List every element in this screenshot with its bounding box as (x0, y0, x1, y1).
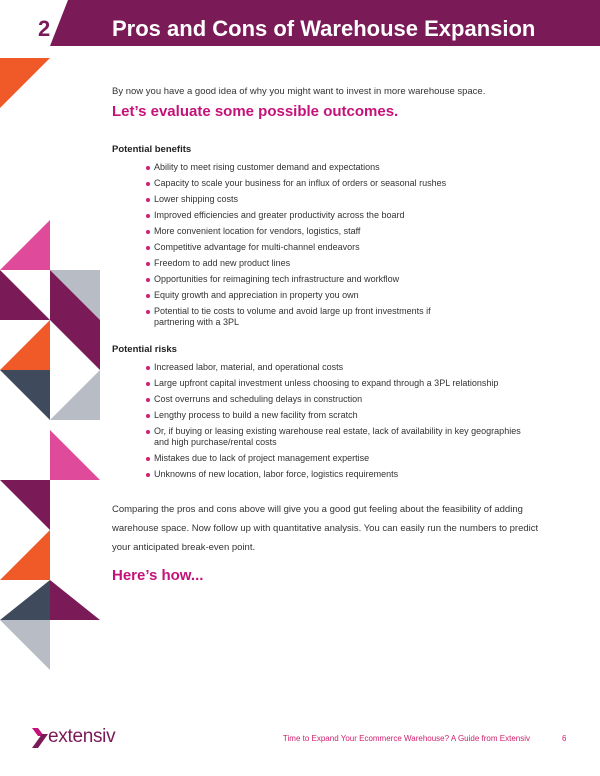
list-item: Capacity to scale your business for an influx of orders or seasonal rushes (148, 178, 552, 189)
bullet-dot-icon (146, 294, 150, 298)
list-item: Mistakes due to lack of project management expertise (148, 453, 552, 464)
chapter-number: 2 (38, 16, 51, 41)
list-item: Lower shipping costs (148, 194, 552, 205)
bullet-dot-icon (146, 182, 150, 186)
deco-triangle-orange-3 (0, 530, 50, 580)
bullet-dot-icon (146, 430, 150, 434)
deco-triangle-pink-2 (50, 430, 100, 480)
intro-headline: Let’s evaluate some possible outcomes. (112, 103, 399, 120)
intro-section (112, 86, 552, 120)
list-item: Ability to meet rising customer demand and expectations (148, 162, 552, 173)
bullet-dot-icon (146, 414, 150, 418)
list-item: Increased labor, material, and operational costs (148, 362, 552, 373)
bullet-dot-icon (146, 457, 150, 461)
deco-triangle-plum-3 (50, 320, 100, 370)
risks-title: Potential risks (112, 344, 177, 355)
list-item: Competitive advantage for multi-channel endeavors (148, 242, 552, 253)
list-item: More convenient location for vendors, logistics, staff (148, 226, 552, 237)
bullet-dot-icon (146, 398, 150, 402)
risks-section (112, 344, 552, 485)
intro-text: By now you have a good idea of why you might want to invest in more warehouse space. (112, 86, 486, 97)
bullet-dot-icon (146, 262, 150, 266)
list-item: Unknowns of new location, labor force, logistics requirements (148, 469, 552, 480)
list-item: Opportunities for reimagining tech infrastructure and workflow (148, 274, 552, 285)
list-item: Cost overruns and scheduling delays in construction (148, 394, 552, 405)
deco-triangle-pink-1 (0, 220, 50, 270)
deco-triangle-gray-3 (0, 620, 50, 670)
deco-triangle-plum-1 (0, 270, 50, 320)
list-item: Improved efficiencies and greater productivity across the board (148, 210, 552, 221)
list-item: Large upfront capital investment unless choosing to expand through a 3PL relationship (148, 378, 552, 389)
bullet-dot-icon (146, 382, 150, 386)
footer-guide-title: Time to Expand Your Ecommerce Warehouse? A Guide from Extensiv (282, 734, 530, 743)
list-item: Lengthy process to build a new facility from scratch (148, 410, 552, 421)
bullet-dot-icon (146, 473, 150, 477)
bullet-dot-icon (146, 366, 150, 370)
benefits-title: Potential benefits (112, 144, 192, 155)
list-item: Potential to tie costs to volume and avoid large up front investments if partnering with a 3PL (148, 306, 434, 328)
risks-list (112, 362, 552, 480)
decorative-triangles (0, 0, 110, 680)
deco-triangle-orange-2 (0, 320, 50, 370)
closing-paragraph: Comparing the pros and cons above will give you a good gut feeling about the feasibility of adding warehouse space. Now follow up with quantitative analysis. You can easily run the numbers to predict your anticipated break-even point. (112, 504, 539, 553)
list-item: Equity growth and appreciation in property you own (148, 290, 552, 301)
page-number: 6 (562, 734, 567, 743)
bullet-dot-icon (146, 278, 150, 282)
bullet-dot-icon (146, 214, 150, 218)
deco-triangle-slate-2 (0, 580, 50, 620)
logo-wordmark: extensiv (48, 726, 116, 747)
list-item: Or, if buying or leasing existing warehouse real estate, lack of availability in key geographies and high purchase/rental costs (148, 426, 534, 448)
deco-triangle-slate-1 (0, 370, 50, 420)
heres-how-heading: Here’s how... (112, 567, 204, 584)
deco-triangle-plum-5 (50, 580, 100, 620)
bullet-dot-icon (146, 230, 150, 234)
deco-triangle-gray-2 (50, 370, 100, 420)
bullet-dot-icon (146, 166, 150, 170)
list-item: Freedom to add new product lines (148, 258, 552, 269)
bullet-dot-icon (146, 198, 150, 202)
benefits-section (112, 144, 552, 333)
benefits-list (112, 162, 552, 328)
deco-triangle-orange-top (0, 58, 50, 108)
extensiv-logo-icon (30, 726, 50, 750)
page-title: Pros and Cons of Warehouse Expansion (112, 16, 536, 41)
bullet-dot-icon (146, 246, 150, 250)
bullet-dot-icon (146, 310, 150, 314)
deco-triangle-plum-4 (0, 480, 50, 530)
